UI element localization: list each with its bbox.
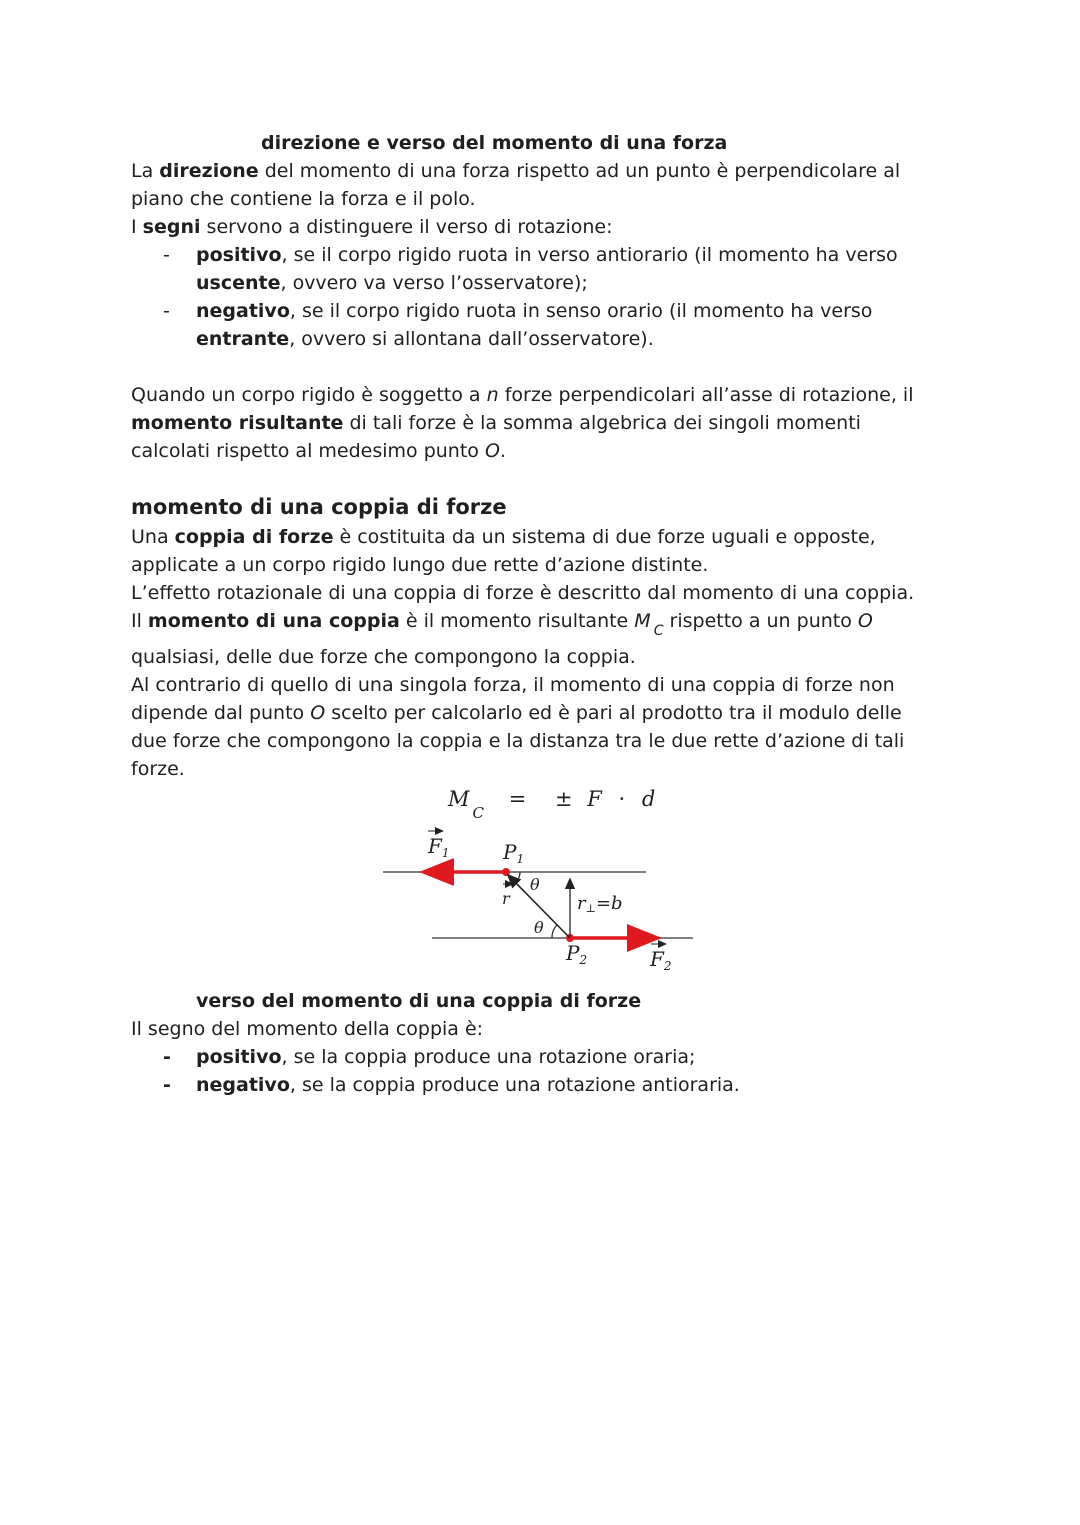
heading-verso-coppia: verso del momento di una coppia di forze (196, 990, 642, 1012)
bullet-positivo-coppia: positivo, se la coppia produce una rotazione oraria; (196, 1046, 696, 1068)
paragraph-segno: Il segno del momento della coppia è: (131, 1018, 484, 1040)
angle-arc-bottom (552, 925, 557, 938)
label-theta-top: θ (530, 875, 540, 894)
bullet-negativo-coppia: negativo, se la coppia produce una rotazione antioraria. (196, 1074, 740, 1096)
paragraph-direzione-line2: piano che contiene la forza e il polo. (131, 188, 476, 210)
label-f1: $F_1$ (428, 834, 450, 860)
bullet-dash: - (163, 1046, 171, 1068)
paragraph-momento-risultante-line2: momento risultante di tali forze è la somma algebrica dei singoli momenti (131, 412, 861, 434)
bullet-dash: - (163, 244, 170, 266)
heading-direction: direzione e verso del momento di una forza (261, 132, 728, 154)
angle-arc-top (516, 872, 520, 882)
paragraph-contrario-line1: Al contrario di quello di una singola forza, il momento di una coppia di forze non (131, 674, 895, 696)
bullet-positivo-line2: uscente, ovvero va verso l’osservatore); (196, 272, 588, 294)
paragraph-contrario-line4: forze. (131, 758, 185, 780)
label-r-perp: r⊥=b (577, 893, 623, 915)
bullet-dash: - (163, 1074, 171, 1096)
heading-coppia: momento di una coppia di forze (131, 495, 507, 519)
formula-momento-coppia: $M_C$ = ± F · d (448, 787, 656, 822)
label-theta-bottom: θ (534, 918, 544, 937)
point-p1 (502, 868, 510, 876)
bullet-negativo-line1: negativo, se il corpo rigido ruota in senso orario (il momento ha verso (196, 300, 873, 322)
paragraph-segni: I segni servono a distinguere il verso di rotazione: (131, 216, 613, 238)
paragraph-effetto: L’effetto rotazionale di una coppia di forze è descritto dal momento di una coppia. (131, 582, 915, 604)
label-p1: $P_1$ (503, 840, 525, 866)
label-f2: $F_2$ (650, 947, 672, 973)
paragraph-momento-risultante-line1: Quando un corpo rigido è soggetto a n forze perpendicolari all’asse di rotazione, il (131, 384, 914, 406)
paragraph-contrario-line3: due forze che compongono la coppia e la distanza tra le due rette d’azione di tali (131, 730, 905, 752)
bullet-dash: - (163, 300, 170, 322)
paragraph-coppia-line1: Una coppia di forze è costituita da un sistema di due forze uguali e opposte, (131, 526, 876, 548)
bullet-positivo-line1: positivo, se il corpo rigido ruota in verso antiorario (il momento ha verso (196, 244, 898, 266)
paragraph-contrario-line2: dipende dal punto O scelto per calcolarlo ed è pari al prodotto tra il modulo delle (131, 702, 902, 724)
paragraph-momento-coppia-line2: qualsiasi, delle due forze che compongono la coppia. (131, 646, 636, 668)
paragraph-direzione-line1: La direzione del momento di una forza rispetto ad un punto è perpendicolare al (131, 160, 901, 182)
label-p2: $P_2$ (566, 941, 588, 967)
label-r: r (502, 889, 510, 908)
paragraph-coppia-line2: applicate a un corpo rigido lungo due rette d’azione distinte. (131, 554, 709, 576)
paragraph-momento-coppia-line1: Il momento di una coppia è il momento risultante M $_C$ rispetto a un punto O (131, 610, 873, 639)
bullet-negativo-line2: entrante, ovvero si allontana dall’osservatore). (196, 328, 654, 350)
paragraph-momento-risultante-line3: calcolati rispetto al medesimo punto O. (131, 440, 506, 462)
